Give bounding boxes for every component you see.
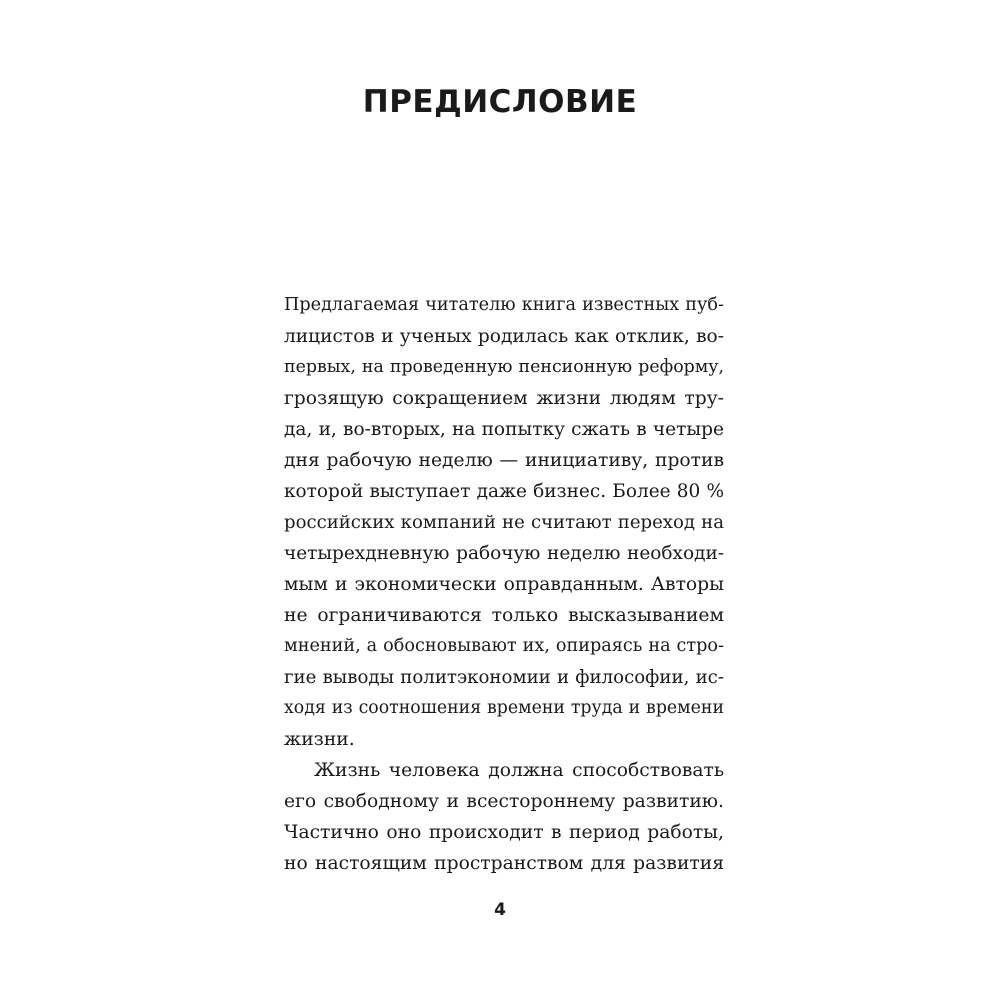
- body-text: [284, 290, 724, 879]
- text-line: ходя из соотношения времени труда и времени: [284, 698, 724, 718]
- text-line: гие выводы политэкономии и философии, ис-: [284, 667, 724, 688]
- text-line: Жизнь человека должна способствовать: [314, 760, 724, 781]
- text-line: которой выступает даже бизнес. Более 80 %: [284, 481, 724, 502]
- text-line: Предлагаемая читателю книга известных пуб-: [284, 295, 724, 315]
- paragraph-1: [284, 290, 724, 755]
- text-line: российских компаний не считают переход на: [284, 512, 724, 533]
- text-line: мым и экономически оправданным. Авторы: [284, 574, 724, 595]
- text-line: лицистов и ученых родилась как отклик, во-: [284, 326, 724, 347]
- text-line: четырехдневную рабочую неделю необходи-: [284, 543, 724, 564]
- chapter-heading: ПРЕДИСЛОВИЕ: [362, 84, 638, 120]
- page-number: 4: [494, 900, 506, 920]
- text-line: Частично оно происходит в период работы,: [284, 822, 724, 843]
- paragraph-2: [284, 755, 724, 879]
- text-line: первых, на проведенную пенсионную реформу,: [284, 357, 724, 377]
- text-line: не ограничиваются только высказыванием: [284, 605, 724, 626]
- text-line: дня рабочую неделю — инициативу, против: [284, 450, 724, 471]
- text-line: мнений, а обосновывают их, опираясь на стро-: [284, 636, 724, 656]
- text-line: его свободному и всестороннему развитию.: [284, 791, 724, 812]
- text-line: да, и, во-вторых, на попытку сжать в четыре: [284, 419, 724, 440]
- text-line: жизни.: [284, 729, 355, 750]
- text-line: грозящую сокращением жизни людям тру-: [284, 388, 724, 409]
- text-line: но настоящим пространством для развития: [284, 853, 724, 874]
